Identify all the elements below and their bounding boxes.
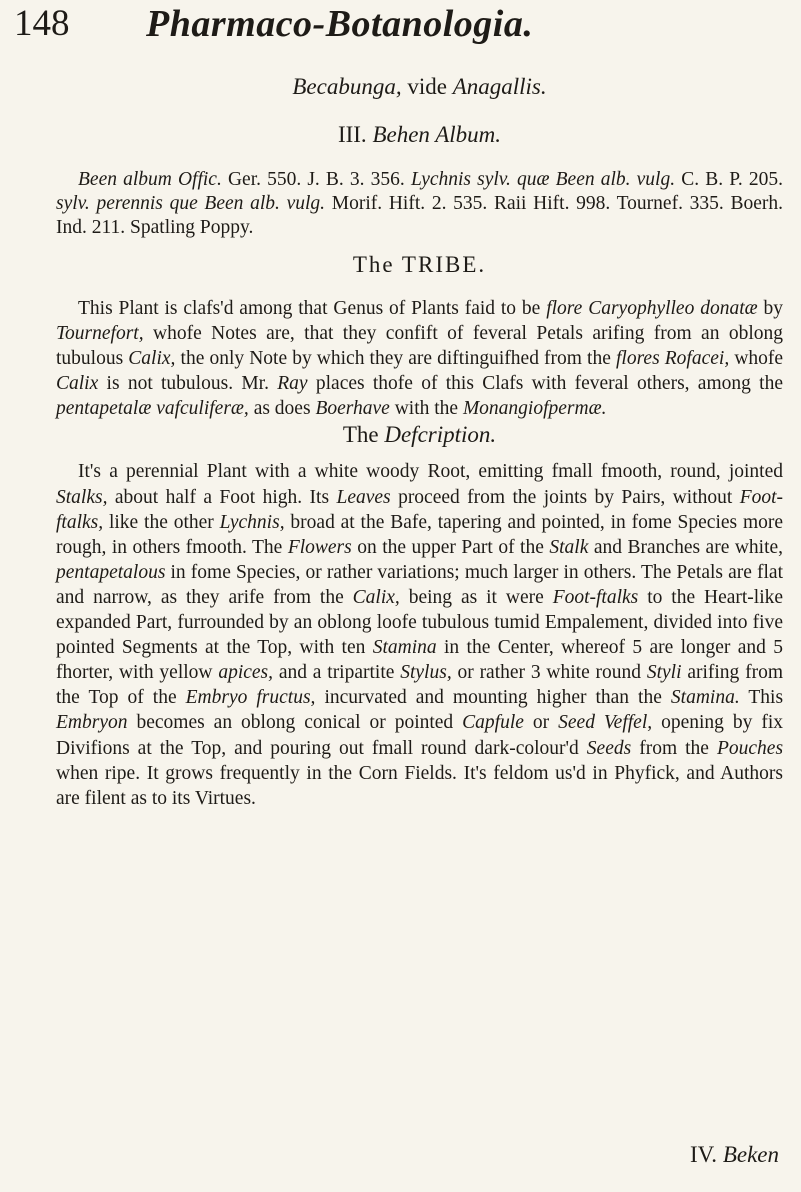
- page-number: 148: [14, 3, 70, 44]
- synonym-part: Been album Offic.: [78, 169, 222, 190]
- text-run: Foot-ftalks,: [56, 486, 784, 533]
- text-run: is not tubulous. Mr.: [106, 373, 269, 395]
- cross-reference-see: vide: [407, 74, 447, 99]
- synonyms-paragraph: [56, 168, 783, 240]
- text-run: by: [763, 298, 784, 319]
- text-run: and a tripartite: [278, 662, 395, 684]
- text-run: Boerhave: [315, 398, 390, 420]
- text-run: from the: [639, 737, 709, 759]
- text-run: whofe: [734, 348, 784, 370]
- text-run: arifing from the Top of the: [56, 662, 784, 709]
- text-run: Monangiofpermæ.: [462, 398, 607, 420]
- section-name: Behen Album.: [372, 122, 502, 147]
- cross-reference-target: Anagallis.: [452, 74, 547, 99]
- text-run: about half a Foot high. Its: [114, 486, 330, 508]
- text-run: Stalk: [549, 536, 589, 558]
- section-heading: [56, 120, 783, 150]
- text-run: pentapetalous: [56, 561, 166, 583]
- catchword-word: Beken: [722, 1142, 779, 1167]
- text-run: Calix,: [352, 586, 400, 608]
- text-run: Stalks,: [56, 486, 108, 508]
- text-run: Tournefort,: [56, 323, 144, 345]
- text-run: Lychnis,: [219, 511, 285, 533]
- synonym-part: Ger. 550. J. B. 3. 356.: [227, 169, 405, 190]
- synonym-part: Lychnis sylv. quæ Been alb. vulg.: [410, 169, 676, 190]
- text-run: flores Rofacei,: [615, 348, 730, 370]
- text-run: Leaves: [336, 486, 391, 508]
- text-run: the only Note by which they are diftinguifhed from the: [180, 348, 611, 370]
- text-run: Calix,: [128, 348, 176, 370]
- section-numeral: III.: [337, 122, 367, 147]
- tribe-heading: The TRIBE.: [352, 252, 487, 277]
- catchword-numeral: IV.: [690, 1142, 718, 1167]
- text-run: flore Caryophylleo donatæ: [546, 298, 758, 319]
- catchword: [690, 1140, 779, 1170]
- text-run: Seeds: [586, 737, 632, 759]
- text-run: Foot-ftalks: [552, 586, 639, 608]
- text-run: in fome Species, or rather variations; much larger in others. The Petals are flat and narrow, as they arife from the: [56, 561, 783, 608]
- description-paragraph: [56, 459, 783, 810]
- text-run: with the: [394, 398, 459, 420]
- text-run: Capfule: [462, 712, 524, 734]
- text-run: incurvated and mounting higher than the: [324, 687, 662, 709]
- synonym-part: Morif. Hift. 2. 535. Raii Hift. 998. Tournef. 335. Boerh. Ind. 211. Spatling Poppy.: [56, 193, 784, 238]
- text-run: This: [748, 687, 784, 709]
- text-run: Flowers: [287, 536, 352, 558]
- text-run: Embryon: [56, 712, 128, 734]
- text-run: or: [532, 712, 550, 734]
- text-run: on the upper Part of the: [357, 536, 544, 558]
- text-run: This Plant is clafs'd among that Genus of Plants faid to be: [78, 298, 541, 319]
- text-run: Stylus,: [400, 662, 452, 684]
- tribe-paragraph: [56, 296, 783, 421]
- synonym-part: C. B. P. 205.: [681, 169, 784, 190]
- cross-reference-term: Becabunga,: [292, 74, 402, 99]
- text-run: Seed Veffel,: [558, 712, 653, 734]
- text-run: Stamina.: [670, 687, 740, 709]
- text-run: Stamina: [372, 637, 437, 659]
- description-heading: [56, 421, 783, 449]
- text-run: pentapetalæ vafculiferæ,: [56, 398, 249, 420]
- text-run: and Branches are white,: [593, 536, 784, 558]
- text-run: opening by fix Divifions at the Top, and pouring out fmall round dark-colour'd: [56, 712, 784, 759]
- page-header: [14, 2, 783, 46]
- text-run: like the other: [108, 511, 214, 533]
- description-heading-word: Defcription.: [384, 422, 497, 448]
- text-run: broad at the Bafe, tapering and pointed, in fome Species more rough, in others fmooth. The: [56, 511, 784, 558]
- running-title: Pharmaco-Botanologia.: [146, 3, 534, 45]
- text-run: when ripe. It grows frequently in the Corn Fields. It's feldom us'd in Phyfick, and Authors are filent as to its Virtues.: [56, 762, 783, 809]
- page-body: [56, 72, 783, 811]
- text-run: to the Heart-like expanded Part, furrounded by an oblong loofe tubulous tumid Empalement, divided into five pointed Segments at the Top, with ten: [56, 586, 784, 659]
- description-heading-the: The: [342, 422, 379, 448]
- text-run: Calix: [56, 373, 99, 395]
- text-run: Styli: [646, 662, 682, 684]
- text-run: becomes an oblong conical or pointed: [136, 712, 454, 734]
- text-run: in the Center, whereof 5 are longer and 5 fhorter, with yellow: [56, 637, 784, 684]
- text-run: Ray: [277, 373, 308, 395]
- text-run: apices,: [218, 662, 274, 684]
- text-run: Pouches: [716, 737, 784, 759]
- synonym-part: sylv. perennis que Been alb. vulg.: [56, 193, 326, 214]
- cross-reference: [56, 72, 783, 102]
- text-run: being as it were: [408, 586, 544, 608]
- text-run: or rather 3 white round: [457, 662, 642, 684]
- text-run: places thofe of this Clafs with feveral others, among the: [315, 373, 783, 395]
- text-run: whofe Notes are, that they confift of feveral Petals arifing from an oblong tubulous: [56, 323, 784, 370]
- text-run: proceed from the joints by Pairs, without: [398, 486, 733, 508]
- text-run: Embryo fructus,: [185, 687, 316, 709]
- text-run: It's a perennial Plant with a white woody Root, emitting fmall fmooth, round, jointed: [78, 461, 783, 483]
- text-run: as does: [253, 398, 311, 420]
